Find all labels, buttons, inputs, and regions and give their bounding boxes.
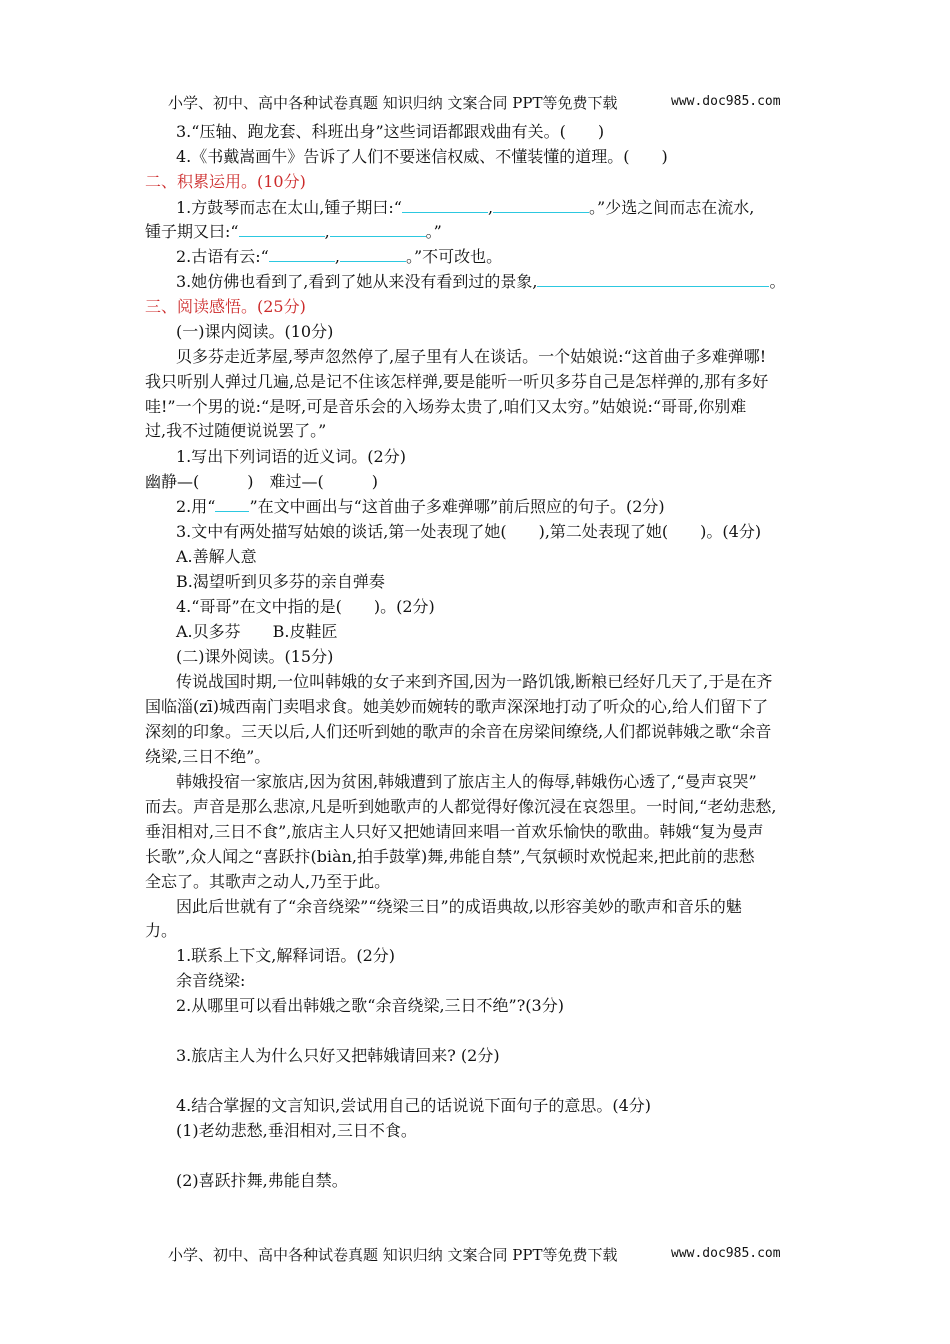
extra-q4-sentence-1: (1)老幼悲愁,垂泪相对,三日不食。	[176, 1121, 417, 1140]
reading-q3: 3.文中有两处描写姑娘的谈话,第一处表现了她( ),第二处表现了她( )。(4分)	[176, 522, 762, 541]
answer-blank[interactable]	[239, 222, 325, 237]
reading-q2: 2.用“ ”在文中画出与“这首曲子多难弹哪”前后照应的句子。(2分)	[176, 497, 665, 516]
reading-part-2: (二)课外阅读。(15分)	[176, 647, 334, 666]
reading-q1-words: 幽静—( ) 难过—( )	[145, 472, 378, 491]
reading-q4-options: A.贝多芬 B.皮鞋匠	[176, 622, 338, 641]
accum-q1-cont: 锺子期又曰:“ , 。”	[145, 222, 442, 241]
answer-blank[interactable]	[340, 247, 406, 262]
passage-2-line: 深刻的印象。三天以后,人们还听到她的歌声的余音在房梁间缭绕,人们都说韩娥之歌“余音	[145, 722, 772, 741]
footer-text: 小学、初中、高中各种试卷真题 知识归纳 文案合同 PPT等免费下载	[168, 1246, 618, 1264]
reading-q3-option-b: B.渴望听到贝多芬的亲自弹奏	[176, 572, 385, 591]
reading-q3-option-a: A.善解人意	[176, 547, 257, 566]
passage-1-line: 哇!”一个男的说:“是呀,可是音乐会的入场券太贵了,咱们又太穷。”姑娘说:“哥哥,你别难	[145, 397, 747, 416]
passage-2-line: 因此后世就有了“余音绕梁”“绕梁三日”的成语典故,以形容美妙的歌声和音乐的魅	[176, 897, 742, 916]
header-text: 小学、初中、高中各种试卷真题 知识归纳 文案合同 PPT等免费下载	[168, 94, 618, 112]
passage-1-line: 我只听别人弹过几遍,总是记不住该怎样弹,要是能听一听贝多芬自己是怎样弹的,那有多好	[145, 372, 769, 391]
answer-blank[interactable]	[330, 222, 426, 237]
answer-blank[interactable]	[269, 247, 335, 262]
passage-2-line: 韩娥投宿一家旅店,因为贫困,韩娥遭到了旅店主人的侮辱,韩娥伤心透了,“曼声哀哭”	[176, 772, 757, 791]
section-3-title: 三、阅读感悟。(25分)	[145, 297, 306, 316]
underline-sample	[215, 497, 249, 512]
passage-2-line: 国临淄(zī)城西南门卖唱求食。她美妙而婉转的歌声深深地打动了听众的心,给人们留下了	[145, 697, 769, 716]
reading-q1: 1.写出下列词语的近义词。(2分)	[176, 447, 406, 466]
passage-2-line: 全忘了。其歌声之动人,乃至于此。	[145, 872, 391, 891]
passage-2-line: 绕梁,三日不绝”。	[145, 747, 271, 766]
extra-q2: 2.从哪里可以看出韩娥之歌“余音绕梁,三日不绝”?(3分)	[176, 996, 564, 1015]
extra-q4: 4.结合掌握的文言知识,尝试用自己的话说说下面句子的意思。(4分)	[176, 1096, 652, 1115]
accum-q1: 1.方鼓琴而志在太山,锺子期曰:“ , 。”少选之间而志在流水,	[176, 198, 755, 217]
passage-1-line: 过,我不过随便说说罢了。”	[145, 421, 327, 440]
header-url[interactable]: www.doc985.com	[671, 94, 781, 109]
reading-q4: 4.“哥哥”在文中指的是( )。(2分)	[176, 597, 435, 616]
extra-q3: 3.旅店主人为什么只好又把韩娥请回来? (2分)	[176, 1046, 500, 1065]
answer-blank[interactable]	[537, 272, 769, 287]
passage-1-line: 贝多芬走近茅屋,琴声忽然停了,屋子里有人在谈话。一个姑娘说:“这首曲子多难弹哪!	[176, 347, 767, 366]
extra-q4-sentence-2: (2)喜跃抃舞,弗能自禁。	[176, 1171, 348, 1190]
footer-url[interactable]: www.doc985.com	[671, 1246, 781, 1261]
passage-2-line: 力。	[145, 921, 178, 940]
extra-q1-word: 余音绕梁:	[176, 971, 246, 990]
answer-blank[interactable]	[402, 198, 488, 213]
accum-q2: 2.古语有云:“ , 。”不可改也。	[176, 247, 503, 266]
accum-q3: 3.她仿佛也看到了,看到了她从来没有看到过的景象, 。	[176, 272, 786, 291]
section-2-title: 二、积累运用。(10分)	[145, 172, 306, 191]
passage-2-line: 长歌”,众人闻之“喜跃抃(biàn,拍手鼓掌)舞,弗能自禁”,气氛顿时欢悦起来,把此前的悲愁	[145, 847, 755, 866]
reading-part-1: (一)课内阅读。(10分)	[176, 322, 334, 341]
judge-q3: 3.“压轴、跑龙套、科班出身”这些词语都跟戏曲有关。( )	[176, 122, 605, 141]
judge-q4: 4.《书戴嵩画牛》告诉了人们不要迷信权威、不懂装懂的道理。( )	[176, 147, 668, 166]
passage-2-line: 传说战国时期,一位叫韩娥的女子来到齐国,因为一路饥饿,断粮已经好几天了,于是在齐	[176, 672, 773, 691]
extra-q1: 1.联系上下文,解释词语。(2分)	[176, 946, 396, 965]
passage-2-line: 垂泪相对,三日不食”,旅店主人只好又把她请回来唱一首欢乐愉快的歌曲。韩娥“复为曼声	[145, 822, 764, 841]
passage-2-line: 而去。声音是那么悲凉,凡是听到她歌声的人都觉得好像沉浸在哀怨里。一时间,“老幼悲愁,	[145, 797, 777, 816]
answer-blank[interactable]	[493, 198, 589, 213]
